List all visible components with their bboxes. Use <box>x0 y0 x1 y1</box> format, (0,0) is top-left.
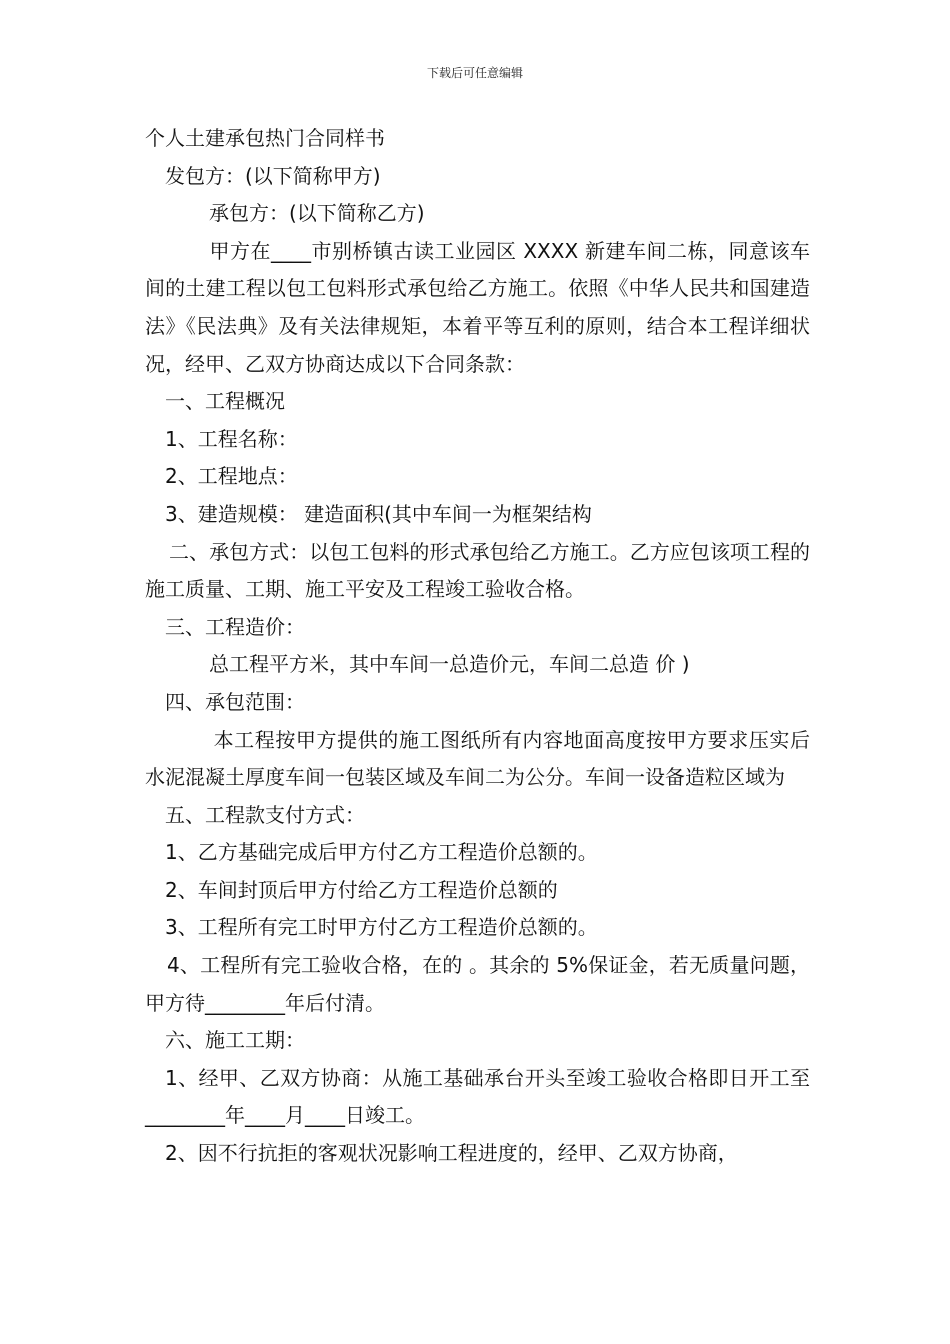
section-6-item-1-paragraph <box>145 1060 810 1135</box>
section-1-item-1: 1、工程名称： <box>165 426 298 451</box>
section-4-heading: 四、承包范围： <box>165 689 305 714</box>
section-4-text: 本工程按甲方提供的施工图纸所有内容地面高度按甲方要求压实后水泥混凝土厚度车间一包装区域及车间二为公分。车间一设备造粒区域为 <box>145 727 810 790</box>
section-5-heading: 五、工程款支付方式： <box>165 802 365 827</box>
section-6-item-1-text: 1、经甲、乙双方协商：从施工基础承台开头至竣工验收合格即日开工至________年____月____日竣工。 <box>145 1065 810 1128</box>
section-1-item-3: 3、建造规模： 建造面积(其中车间一为框架结构 <box>165 501 592 526</box>
section-5-item-4-paragraph <box>145 947 810 1022</box>
party-a-line: 发包方：(以下简称甲方) <box>165 163 381 188</box>
section-5-item-2: 2、车间封顶后甲方付给乙方工程造价总额的 <box>165 877 558 902</box>
party-b-line: 承包方：(以下简称乙方) <box>209 201 425 226</box>
page-header-note: 下载后可任意编辑 <box>426 66 523 80</box>
section-4-paragraph <box>145 722 810 797</box>
section-3-body: 总工程平方米，其中车间一总造价元，车间二总造 价 ) <box>209 652 690 677</box>
section-6-item-2: 2、因不行抗拒的客观状况影响工程进度的，经甲、乙双方协商， <box>165 1141 738 1166</box>
section-3-heading: 三、工程造价： <box>165 614 305 639</box>
section-6-heading: 六、施工工期： <box>165 1028 305 1053</box>
section-5-item-1: 1、乙方基础完成后甲方付乙方工程造价总额的。 <box>165 840 598 865</box>
section-2-paragraph <box>145 534 810 609</box>
section-2-text: 二、承包方式：以包工包料的形式承包给乙方施工。乙方应包该项工程的施工质量、工期、施工平安及工程竣工验收合格。 <box>145 539 810 602</box>
document-title: 个人土建承包热门合同样书 <box>145 126 385 150</box>
section-1-item-2: 2、工程地点： <box>165 464 298 489</box>
section-1-heading: 一、工程概况 <box>165 389 285 414</box>
intro-paragraph <box>145 233 810 383</box>
section-5-item-4-text: 4、工程所有完工验收合格，在的 。其余的 5%保证金，若无质量问题，甲方待________年后付清。 <box>145 953 810 1015</box>
contract-document <box>145 120 810 1173</box>
intro-text: 甲方在____市别桥镇古读工业园区 XXXX 新建车间二栋，同意该车间的土建工程以包工包料形式承包给乙方施工。依照《中华人民共和国建造法》《民法典》及有关法律规矩，本着平等互利的原则，结合本工程详细状况，经甲、乙双方协商达成以下合同条款： <box>145 238 810 376</box>
section-5-item-3: 3、工程所有完工时甲方付乙方工程造价总额的。 <box>165 915 598 940</box>
